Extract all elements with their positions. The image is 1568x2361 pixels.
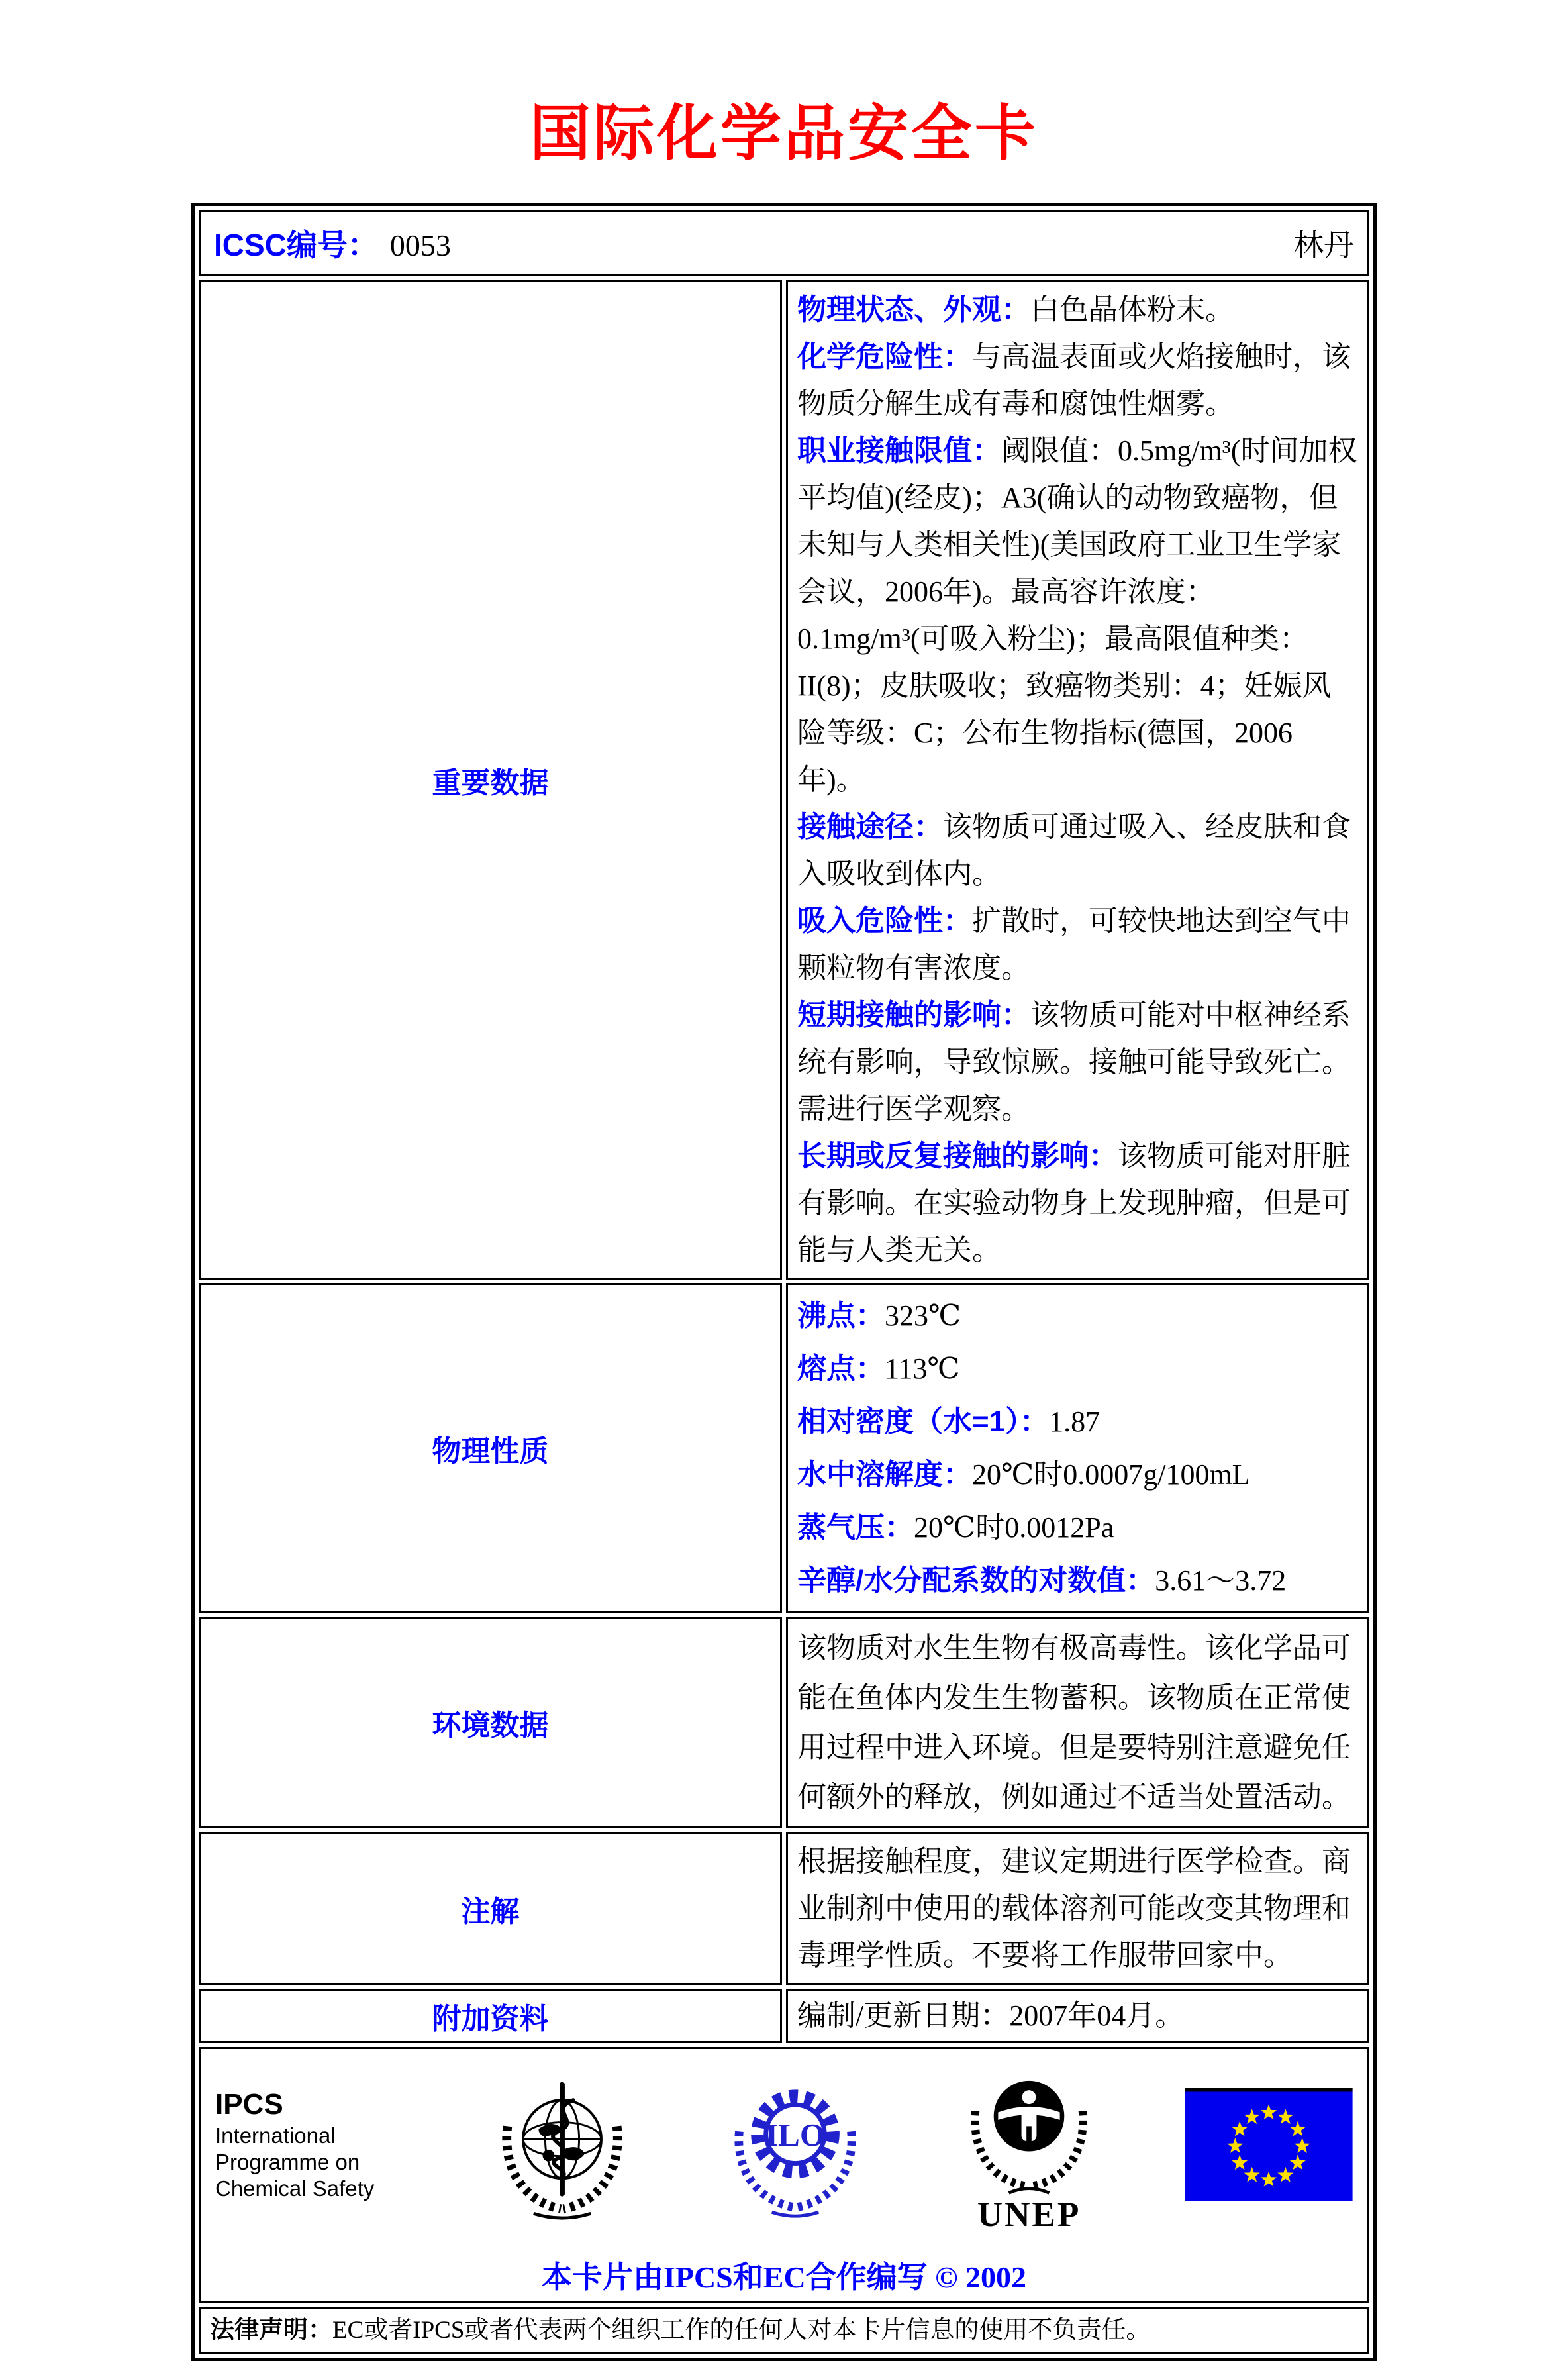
additional-info-content	[786, 1989, 1369, 2043]
environmental-data-row	[199, 1617, 1369, 1828]
physical-properties-row	[199, 1283, 1369, 1613]
field-label: 沸点：	[797, 1299, 885, 1332]
legal-cell	[199, 2307, 1369, 2354]
additional-info-text: 编制/更新日期：2007年04月。	[797, 1999, 1185, 2032]
important-data-item	[797, 286, 1358, 333]
ipcs-text-block	[215, 2087, 407, 2202]
ilo-letters: ILO	[765, 2116, 826, 2153]
ipcs-line-3: Chemical Safety	[215, 2176, 375, 2201]
credit-line: 本卡片由IPCS和EC合作编写 © 2002	[541, 2260, 1027, 2294]
field-text: 阈限值：0.5mg/m³(时间加权平均值)(经皮)；A3(确认的动物致癌物，但未知与人类相关性)(美国政府工业卫生学家会议，2006年)。最高容许浓度：0.1mg/m³(可吸入粉尘)；最高限值种类：II(8)；皮肤吸收；致癌物类别：4；妊娠风险等级：C；公布生物指标(德国，2006年)。	[797, 434, 1357, 796]
icsc-card-table	[191, 203, 1377, 2361]
chemical-name: 林丹	[1293, 228, 1354, 262]
eu-flag-icon	[1185, 2088, 1353, 2201]
field-label: 长期或反复接触的影响：	[797, 1140, 1118, 1172]
notes-content	[786, 1832, 1369, 1985]
field-text: 20℃时0.0007g/100mL	[972, 1458, 1250, 1491]
field-text: 该物质可能对中枢神经系统有影响，导致惊厥。接触可能导致死亡。需进行医学观察。	[797, 999, 1351, 1125]
page-title: 国际化学品安全卡	[529, 100, 1038, 168]
important-data-item	[797, 897, 1358, 991]
important-data-item	[797, 991, 1358, 1132]
ipcs-acronym: IPCS	[215, 2088, 283, 2121]
field-text: 扩散时，可较快地达到空气中颗粒物有害浓度。	[797, 905, 1351, 984]
important-data-content	[786, 280, 1369, 1280]
physical-property-item	[797, 1342, 1358, 1395]
legal-text: EC或者IPCS或者代表两个组织工作的任何人对本卡片信息的使用不负责任。	[332, 2317, 1151, 2344]
physical-properties-content	[786, 1283, 1369, 1613]
field-text: 113℃	[885, 1352, 960, 1385]
unep-logo-icon	[950, 2053, 1108, 2236]
important-data-item	[797, 1132, 1358, 1274]
field-label: 化学危险性：	[797, 340, 972, 373]
important-data-item	[797, 427, 1358, 803]
notes-row	[199, 1832, 1369, 1985]
header-cell	[199, 210, 1369, 276]
additional-info-row	[199, 1989, 1369, 2043]
environmental-data-text: 该物质对水生生物有极高毒性。该化学品可能在鱼体内发生生物蓄积。该物质在正常使用过程中进入环境。但是要特别注意避免任何额外的释放，例如通过不适当处置活动。	[797, 1632, 1351, 1813]
important-data-item	[797, 803, 1358, 897]
notes-text: 根据接触程度，建议定期进行医学检查。商业制剂中使用的载体溶剂可能改变其物理和毒理学性质。不要将工作服带回家中。	[797, 1845, 1351, 1972]
field-text: 该物质可能对肝脏有影响。在实验动物身上发现肿瘤，但是可能与人类无关。	[797, 1140, 1351, 1266]
section-label-physical-properties: 物理性质	[199, 1283, 782, 1613]
section-label-notes: 注解	[199, 1832, 782, 1985]
legal-label: 法律声明：	[210, 2316, 332, 2343]
physical-property-item	[797, 1501, 1358, 1554]
ipcs-line-2: Programme on	[215, 2150, 360, 2174]
section-label-additional-info: 附加资料	[199, 1989, 782, 2043]
section-label-important-data: 重要数据	[199, 280, 782, 1280]
field-label: 熔点：	[797, 1352, 885, 1385]
field-label: 蒸气压：	[797, 1511, 914, 1544]
field-text: 白色晶体粉末。	[1030, 293, 1234, 326]
field-label: 短期接触的影响：	[797, 999, 1030, 1031]
environmental-data-content	[786, 1617, 1369, 1828]
icsc-document-page	[0, 85, 1568, 2344]
field-label: 职业接触限值：	[797, 434, 1001, 467]
field-label: 辛醇/水分配系数的对数值：	[797, 1564, 1155, 1597]
field-text: 3.61～3.72	[1155, 1564, 1287, 1597]
header-row	[199, 210, 1369, 276]
section-label-environmental-data: 环境数据	[199, 1617, 782, 1828]
field-text: 323℃	[885, 1299, 961, 1332]
ipcs-line-1: International	[215, 2123, 336, 2148]
field-label: 物理状态、外观：	[797, 293, 1030, 326]
field-text: 该物质可通过吸入、经皮肤和食入吸收到体内。	[797, 811, 1351, 890]
logos-row	[199, 2047, 1369, 2303]
icsc-number-value: 0053	[389, 228, 451, 262]
physical-property-item	[797, 1289, 1358, 1342]
field-text: 与高温表面或火焰接触时，该物质分解生成有毒和腐蚀性烟雾。	[797, 340, 1351, 420]
unep-caption: UNEP	[977, 2194, 1081, 2234]
important-data-item	[797, 333, 1358, 427]
field-text: 20℃时0.0012Pa	[914, 1511, 1114, 1544]
field-label: 水中溶解度：	[797, 1458, 972, 1491]
field-label: 接触途径：	[797, 811, 943, 843]
legal-row	[199, 2307, 1369, 2354]
who-logo-icon	[484, 2066, 640, 2223]
field-label: 吸入危险性：	[797, 905, 972, 937]
important-data-row	[199, 280, 1369, 1280]
field-label: 相对密度（水=1）：	[797, 1405, 1050, 1438]
physical-property-item	[797, 1448, 1358, 1501]
logos-cell	[199, 2047, 1369, 2303]
physical-property-item	[797, 1395, 1358, 1448]
physical-property-item	[797, 1554, 1358, 1607]
field-text: 1.87	[1049, 1405, 1101, 1438]
icsc-number-label: ICSC编号：	[214, 228, 378, 262]
ilo-logo-icon	[717, 2066, 873, 2223]
